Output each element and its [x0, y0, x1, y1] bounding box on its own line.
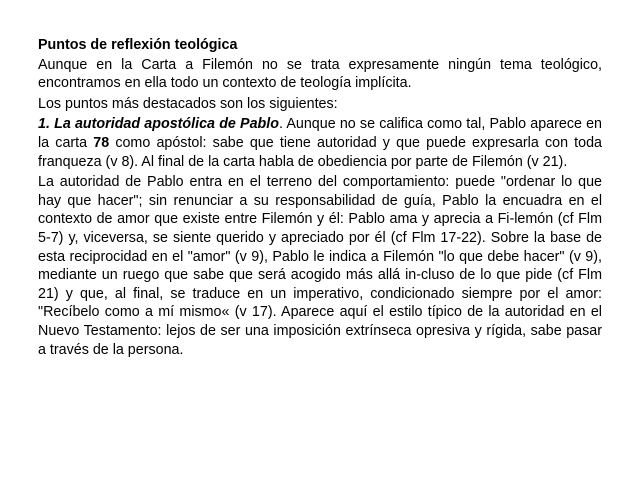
slide-content	[38, 36, 602, 361]
intro-paragraph: Aunque en la Carta a Filemón no se trata expresamente ningún tema teológico, encontramos en ella todo un contexto de teología implícita.	[38, 56, 602, 92]
lead-paragraph: Los puntos más destacados son los siguientes:	[38, 95, 338, 112]
section-heading: Puntos de reflexión teológica	[38, 37, 238, 53]
point-1-text-a: . Aunque no se califica como tal, Pablo aparece en la carta	[38, 116, 603, 151]
point-1-paragraph	[38, 115, 602, 171]
point-1-title: 1. La autoridad apostólica de Pablo	[38, 116, 279, 133]
point-1-text-b: como apóstol: sabe que tiene autoridad y que puede expresarla con toda franqueza (v 8). Al final de la carta habla de obediencia por parte de Filemón (v 21).	[38, 134, 603, 170]
point-1-number: 78	[93, 134, 110, 151]
body-paragraph: La autoridad de Pablo entra en el terreno del comportamiento: puede "ordenar lo que hay que hacer"; sin renunciar a su responsabilidad de guía, Pablo la encuadra en el contexto de amor que existe entre Filemón y él: Pablo ama y aprecia a Fi-lemón (cf Flm 5-7) y, viceversa, se siente querido y apreciado por él (cf Flm 17-22). Sobre la base de esta reciprocidad en el "amor" (v 9), Pablo le indica a Filemón "lo que debe hacer" (v 9), mediante un ruego que sabe que será acogido más allá in-cluso de lo que pide (cf Flm 21) y que, al final, se traduce en un imperativo, condicionado siempre por el amor: "Recíbelo como a mí mismo« (v 17). Aparece aquí el estilo típico de la autoridad en el Nuevo Testamento: lejos de ser una imposición extrínseca opresiva y rígida, sabe pasar a través de la persona.	[38, 174, 602, 358]
